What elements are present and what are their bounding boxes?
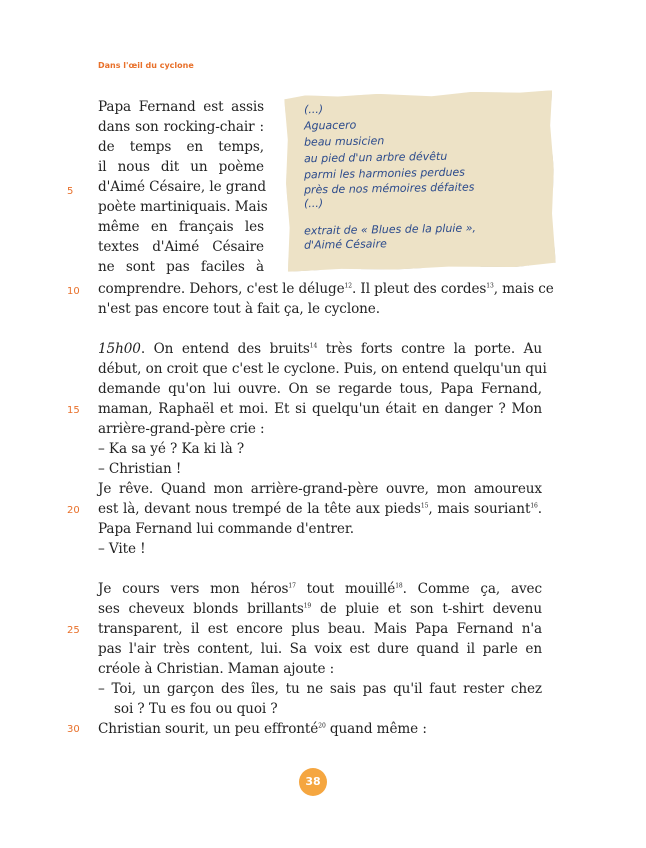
text-line: début, on croit que c'est le cyclone. Puis, on entend quelqu'un qui — [98, 361, 547, 377]
dialogue-line: soi ? Tu es fou ou quoi ? — [114, 701, 278, 717]
note-line: près de nos mémoires défaites — [303, 180, 475, 197]
text-line: Je rêve. Quand mon arrière-grand-père ouvre, mon amoureux — [98, 481, 542, 497]
text-line: ses cheveux blonds brillants$^{19}$ de pluie et son t-shirt devenu — [98, 601, 542, 617]
text-line: il nous dit un poème — [98, 159, 264, 175]
line-number: 15 — [67, 405, 80, 416]
note-credit: d'Aimé Césaire — [303, 237, 387, 252]
text-line: ne sont pas faciles à — [98, 259, 264, 275]
dialogue-line: – Ka sa yé ? Ka ki là ? — [98, 441, 245, 457]
line-number: 5 — [67, 186, 74, 197]
text-line: Christian sourit, un peu effronté$^{20}$ quand même : — [98, 721, 427, 737]
text-line: même en français les — [98, 219, 264, 235]
line-number: 20 — [67, 505, 80, 516]
text-line: textes d'Aimé Césaire — [98, 239, 264, 255]
text-line: d'Aimé Césaire, le grand — [98, 179, 266, 195]
note-line: (...) — [303, 196, 324, 211]
text-line: arrière-grand-père crie : — [98, 421, 265, 437]
footnote-ref: 20 — [318, 722, 326, 730]
note-line: parmi les harmonies perdues — [303, 165, 466, 182]
footnote-ref: 18 — [395, 582, 403, 590]
line-number: 30 — [67, 724, 80, 735]
running-head: Dans l'œil du cyclone — [98, 61, 194, 70]
footnote-ref: 15 — [420, 502, 429, 510]
line-number: 25 — [67, 625, 80, 636]
note-line: au pied d'un arbre dévêtu — [303, 149, 448, 166]
text-line: créole à Christian. Maman ajoute : — [98, 661, 335, 677]
text-line: comprendre. Dehors, c'est le déluge$^{12}$. Il pleut des cordes$^{13}$, mais ce — [98, 281, 554, 297]
text-line: Papa Fernand est assis — [98, 99, 264, 115]
text-line: Papa Fernand lui commande d'entrer. — [98, 521, 354, 537]
footnote-ref: 17 — [288, 582, 296, 590]
page-number: 38 — [299, 768, 327, 796]
dialogue-line: – Christian ! — [98, 461, 182, 477]
text-line: pas l'air très content, lui. Sa voix est dure quand il parle en — [98, 641, 542, 657]
footnote-ref: 13 — [486, 282, 494, 290]
footnote-ref: 12 — [344, 282, 352, 290]
footnote-ref: 19 — [303, 602, 312, 610]
text-line: transparent, il est encore plus beau. Mais Papa Fernand n'a — [98, 621, 542, 637]
note-credit: extrait de « Blues de la pluie », — [303, 221, 477, 238]
text-line: est là, devant nous trempé de la tête aux pieds$^{15}$, mais souriant$^{16}$. — [98, 501, 542, 517]
text-line: Je cours vers mon héros$^{17}$ tout mouillé$^{18}$. Comme ça, avec — [98, 581, 543, 597]
dialogue-line: – Vite ! — [98, 541, 146, 557]
note-line: beau musicien — [303, 134, 385, 149]
note-line: (...) — [303, 102, 324, 117]
text-line: n'est pas encore tout à fait ça, le cyclone. — [98, 301, 380, 317]
text-line: poète martiniquais. Mais — [98, 199, 268, 215]
text-line: 15h00. On entend des bruits$^{14}$ très forts contre la porte. Au — [98, 341, 542, 357]
note-line: Aguacero — [303, 118, 357, 133]
text-line: maman, Raphaël et moi. Et si quelqu'un était en danger ? Mon — [98, 401, 542, 417]
footnote-ref: 14 — [309, 342, 318, 350]
line-number: 10 — [67, 286, 80, 297]
text-line: demande qu'on lui ouvre. On se regarde tous, Papa Fernand, — [98, 381, 542, 397]
footnote-ref: 16 — [530, 502, 538, 510]
text-line: de temps en temps, — [98, 139, 264, 155]
text-line: dans son rocking-chair : — [98, 119, 264, 135]
dialogue-line: – Toi, un garçon des îles, tu ne sais pas qu'il faut rester chez — [98, 681, 542, 697]
